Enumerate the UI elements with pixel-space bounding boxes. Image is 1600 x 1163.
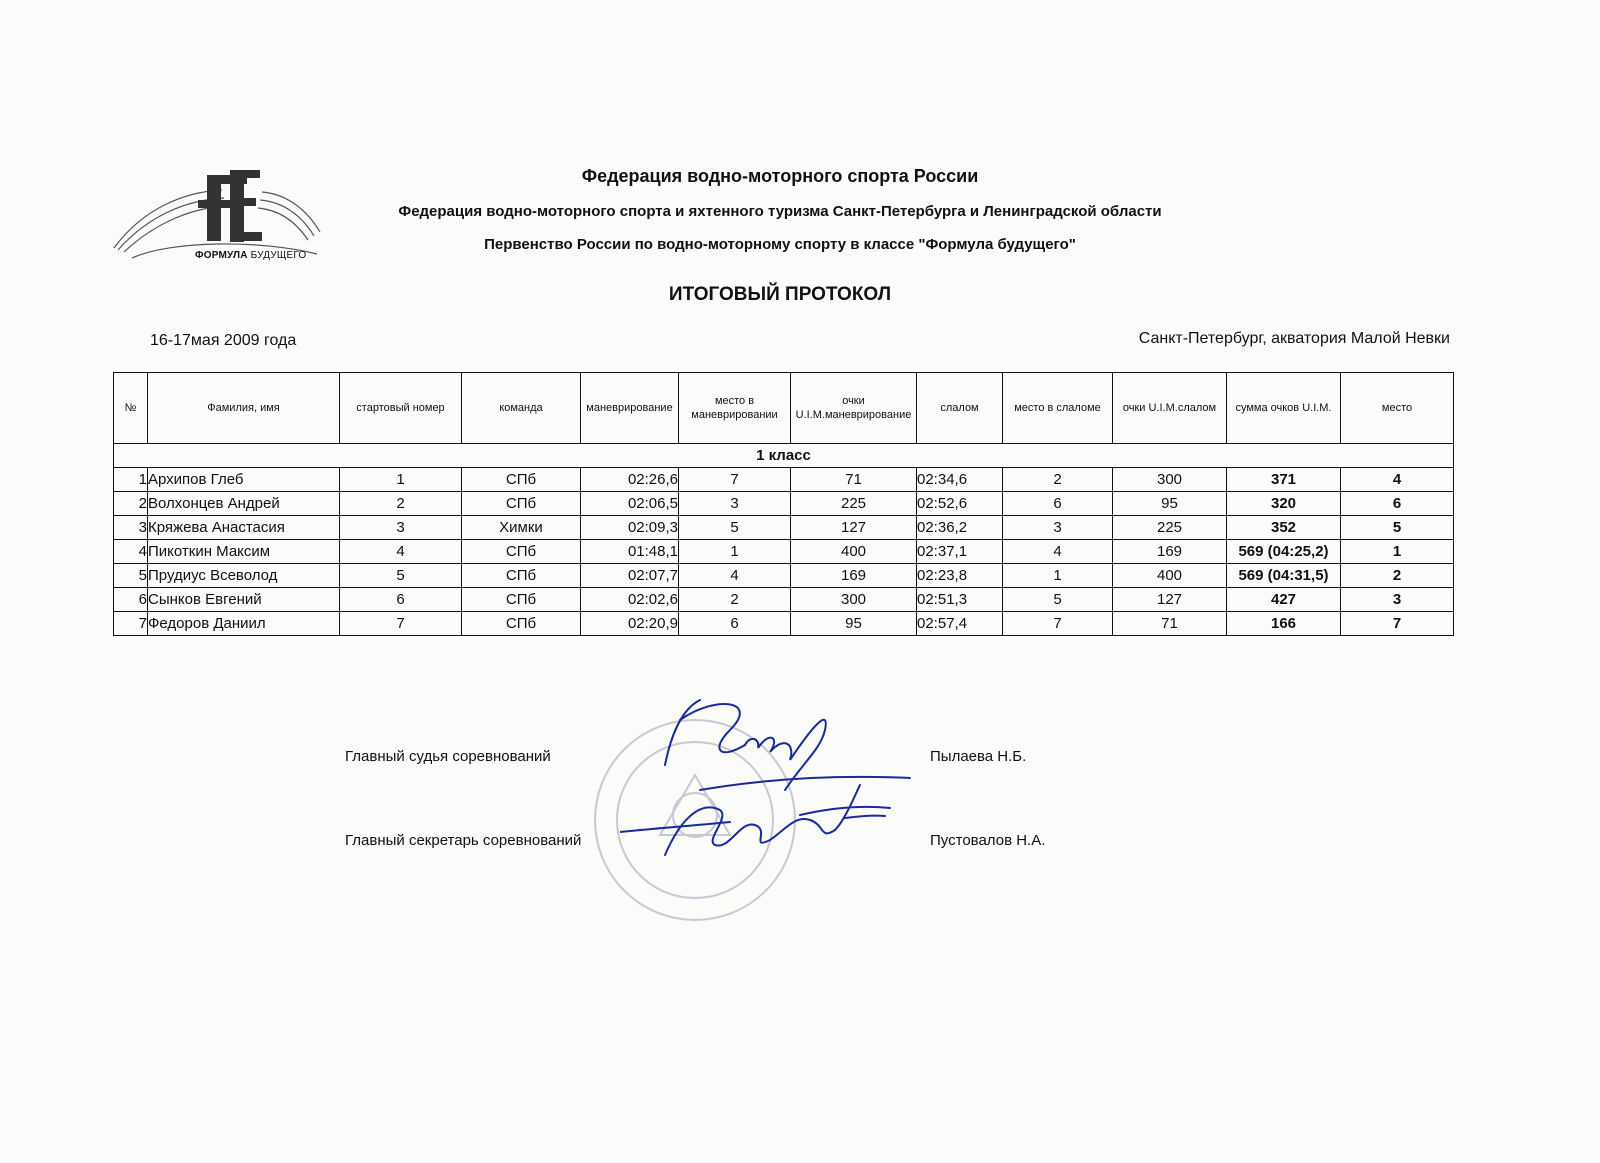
table-cell: 6 <box>1003 492 1113 516</box>
table-row <box>114 612 1454 636</box>
table-cell: 352 <box>1227 516 1341 540</box>
group-row <box>114 444 1454 468</box>
table-cell: 5 <box>1003 588 1113 612</box>
chief-judge-role: Главный судья соревнований <box>345 748 551 765</box>
table-row <box>114 492 1454 516</box>
table-row <box>114 516 1454 540</box>
table-cell: 95 <box>791 612 917 636</box>
table-cell: Прудиус Всеволод <box>148 564 340 588</box>
handwritten-signatures-icon <box>620 690 940 900</box>
table-cell: 6 <box>679 612 791 636</box>
table-cell: Химки <box>462 516 581 540</box>
table-row <box>114 588 1454 612</box>
table-cell: 7 <box>114 612 148 636</box>
table-cell: 169 <box>791 564 917 588</box>
column-header: Фамилия, имя <box>148 373 340 444</box>
table-cell: 3 <box>1341 588 1454 612</box>
table-cell: СПб <box>462 612 581 636</box>
column-header: место <box>1341 373 1454 444</box>
table-cell: 1 <box>114 468 148 492</box>
table-cell: Пикоткин Максим <box>148 540 340 564</box>
table-cell: 02:52,6 <box>917 492 1003 516</box>
chief-secretary-name: Пустовалов Н.А. <box>930 832 1046 849</box>
table-cell: 71 <box>791 468 917 492</box>
table-cell: 02:51,3 <box>917 588 1003 612</box>
table-cell: 02:09,3 <box>581 516 679 540</box>
table-cell: 2 <box>679 588 791 612</box>
table-cell: 569 (04:31,5) <box>1227 564 1341 588</box>
federation-spb-title: Федерация водно-моторного спорта и яхтенного туризма Санкт-Петербурга и Ленинградской области <box>398 203 1162 220</box>
table-cell: Архипов Глеб <box>148 468 340 492</box>
table-cell: 3 <box>1003 516 1113 540</box>
table-cell: СПб <box>462 588 581 612</box>
table-row <box>114 564 1454 588</box>
table-cell: 02:07,7 <box>581 564 679 588</box>
table-cell: Федоров Даниил <box>148 612 340 636</box>
table-cell: 7 <box>1003 612 1113 636</box>
table-cell: 427 <box>1227 588 1341 612</box>
column-header: сумма очков U.I.M. <box>1227 373 1341 444</box>
table-cell: 400 <box>1113 564 1227 588</box>
table-cell: 3 <box>679 492 791 516</box>
logo-caption: ФОРМУЛА БУДУЩЕГО <box>195 250 307 261</box>
table-cell: 5 <box>114 564 148 588</box>
table-cell: 6 <box>340 588 462 612</box>
table-cell: 225 <box>1113 516 1227 540</box>
table-cell: 2 <box>1003 468 1113 492</box>
table-cell: 1 <box>679 540 791 564</box>
table-cell: 01:48,1 <box>581 540 679 564</box>
table-cell: 02:34,6 <box>917 468 1003 492</box>
table-cell: 169 <box>1113 540 1227 564</box>
group-label: 1 класс <box>114 444 1454 468</box>
table-cell: 4 <box>114 540 148 564</box>
table-cell: 3 <box>114 516 148 540</box>
results-table <box>113 372 1454 636</box>
table-cell: 02:20,9 <box>581 612 679 636</box>
table-cell: 166 <box>1227 612 1341 636</box>
table-cell: 7 <box>340 612 462 636</box>
table-cell: СПб <box>462 468 581 492</box>
column-header: команда <box>462 373 581 444</box>
column-header: маневрирование <box>581 373 679 444</box>
table-cell: 225 <box>791 492 917 516</box>
table-cell: СПб <box>462 540 581 564</box>
table-cell: 7 <box>1341 612 1454 636</box>
table-cell: 1 <box>1341 540 1454 564</box>
table-cell: 4 <box>679 564 791 588</box>
column-header: очки U.I.M.маневрирование <box>791 373 917 444</box>
column-header: очки U.I.M.слалом <box>1113 373 1227 444</box>
table-row <box>114 468 1454 492</box>
table-cell: 4 <box>340 540 462 564</box>
table-cell: 5 <box>340 564 462 588</box>
federation-russia-title: Федерация водно-моторного спорта России <box>581 166 979 186</box>
chief-secretary-role: Главный секретарь соревнований <box>345 832 582 849</box>
table-cell: 7 <box>679 468 791 492</box>
table-cell: 02:06,5 <box>581 492 679 516</box>
chief-judge-name: Пылаева Н.Б. <box>930 748 1027 765</box>
table-cell: Волхонцев Андрей <box>148 492 340 516</box>
table-cell: 5 <box>1341 516 1454 540</box>
table-cell: 2 <box>340 492 462 516</box>
table-cell: 300 <box>791 588 917 612</box>
table-cell: 6 <box>1341 492 1454 516</box>
table-cell: 3 <box>340 516 462 540</box>
table-cell: 127 <box>1113 588 1227 612</box>
column-header: № <box>114 373 148 444</box>
table-header-row <box>114 373 1454 444</box>
table-cell: 300 <box>1113 468 1227 492</box>
column-header: место в маневрировании <box>679 373 791 444</box>
column-header: стартовый номер <box>340 373 462 444</box>
table-cell: 02:36,2 <box>917 516 1003 540</box>
table-cell: 1 <box>340 468 462 492</box>
table-cell: 2 <box>1341 564 1454 588</box>
table-cell: 95 <box>1113 492 1227 516</box>
table-cell: 02:57,4 <box>917 612 1003 636</box>
table-cell: 02:02,6 <box>581 588 679 612</box>
table-cell: 400 <box>791 540 917 564</box>
table-cell: 6 <box>114 588 148 612</box>
table-cell: 02:26,6 <box>581 468 679 492</box>
table-cell: 02:23,8 <box>917 564 1003 588</box>
table-cell: 320 <box>1227 492 1341 516</box>
table-cell: 371 <box>1227 468 1341 492</box>
championship-title: Первенство России по водно-моторному спорту в классе "Формула будущего" <box>484 236 1076 253</box>
table-cell: 02:37,1 <box>917 540 1003 564</box>
table-cell: 1 <box>1003 564 1113 588</box>
table-cell: 569 (04:25,2) <box>1227 540 1341 564</box>
event-place: Санкт-Петербург, акватория Малой Невки <box>1138 330 1450 347</box>
table-cell: СПб <box>462 564 581 588</box>
document-title: ИТОГОВЫЙ ПРОТОКОЛ <box>668 284 892 305</box>
table-cell: Сынков Евгений <box>148 588 340 612</box>
table-cell: Кряжева Анастасия <box>148 516 340 540</box>
table-cell: 127 <box>791 516 917 540</box>
table-cell: 71 <box>1113 612 1227 636</box>
table-cell: 5 <box>679 516 791 540</box>
table-cell: 4 <box>1003 540 1113 564</box>
table-cell: СПб <box>462 492 581 516</box>
column-header: слалом <box>917 373 1003 444</box>
column-header: место в слаломе <box>1003 373 1113 444</box>
table-row <box>114 540 1454 564</box>
event-date: 16-17мая 2009 года <box>150 332 297 349</box>
table-cell: 2 <box>114 492 148 516</box>
table-cell: 4 <box>1341 468 1454 492</box>
